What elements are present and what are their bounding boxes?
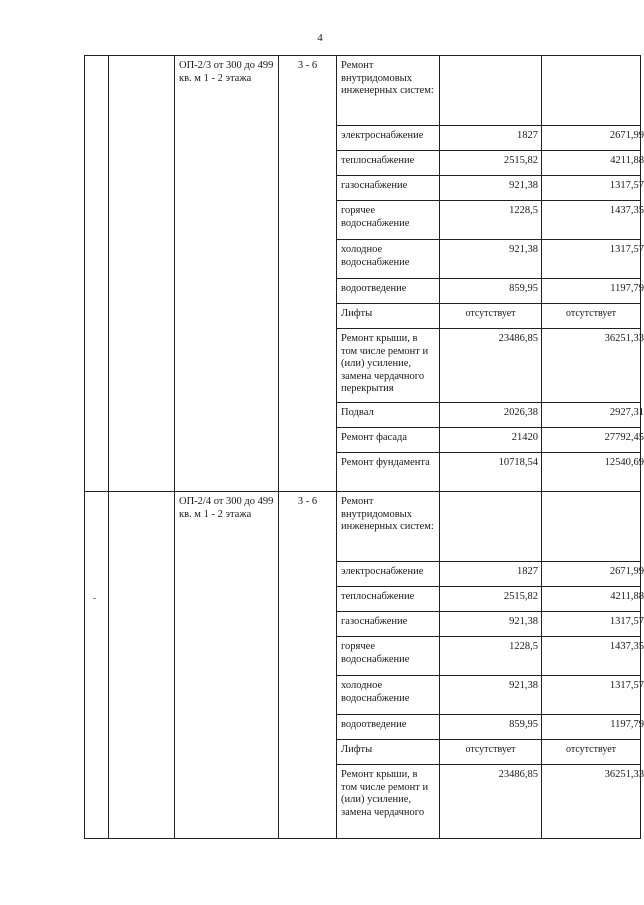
work-type-label: Ремонт фасада	[337, 428, 440, 453]
section-label: Ремонт внутридомовых инженерных систем:	[337, 56, 440, 126]
value-1: 23486,85	[440, 765, 542, 839]
value-1: 21420	[440, 428, 542, 453]
group-range: 3 - 6	[279, 492, 337, 839]
value-2: 1437,35	[609, 641, 644, 652]
work-type-label: горячее водоснабжение	[337, 201, 440, 240]
value-1: 921,38	[440, 176, 542, 201]
value-cell-empty	[542, 56, 641, 126]
group-name: ОП-2/3 от 300 до 499 кв. м 1 - 2 этажа	[175, 56, 279, 492]
cost-table	[84, 55, 644, 839]
value-1: 859,95	[440, 715, 542, 740]
value-2: 2927,31	[609, 407, 644, 418]
value-2-cell	[542, 740, 641, 765]
section-label: Ремонт внутридомовых инженерных систем:	[337, 492, 440, 562]
value-2: 1197,79	[610, 283, 644, 294]
scan-mark	[93, 598, 96, 599]
value-1: 10718,54	[440, 453, 542, 492]
work-type-label: Подвал	[337, 403, 440, 428]
work-type-label: Лифты	[337, 304, 440, 329]
value-2: 1317,57	[609, 180, 644, 191]
value-2-cell	[542, 428, 644, 453]
group-name: ОП-2/4 от 300 до 499 кв. м 1 - 2 этажа	[175, 492, 279, 839]
value-1: отсутствует	[440, 740, 542, 765]
group-header-row	[85, 56, 641, 126]
value-1: 1228,5	[440, 637, 542, 676]
work-type-label: водоотведение	[337, 279, 440, 304]
value-1: 1827	[440, 562, 542, 587]
work-type-label: электроснабжение	[337, 126, 440, 151]
value-1: 1228,5	[440, 201, 542, 240]
page-number: 4	[317, 32, 323, 44]
value-1: 859,95	[440, 279, 542, 304]
value-1: отсутствует	[440, 304, 542, 329]
value-2: 2671,99	[609, 566, 644, 577]
work-type-label: электроснабжение	[337, 562, 440, 587]
work-type-label: холодное водоснабжение	[337, 676, 440, 715]
value-2-cell	[542, 587, 644, 612]
group-header-row	[85, 492, 641, 562]
value-2: отсутствует	[565, 308, 617, 319]
value-2-cell	[542, 562, 644, 587]
work-type-label: холодное водоснабжение	[337, 240, 440, 279]
blank-cell	[109, 492, 175, 839]
value-2: 1317,57	[609, 680, 644, 691]
work-type-label: теплоснабжение	[337, 587, 440, 612]
work-type-label: Ремонт крыши, в том числе ремонт и (или) усиление, замена чердачного перекрытия	[337, 329, 440, 403]
value-2: 12540,69	[604, 457, 644, 468]
value-1: 2515,82	[440, 151, 542, 176]
value-2-cell	[542, 304, 641, 329]
value-cell-empty	[440, 492, 542, 562]
value-2-cell	[542, 453, 644, 492]
value-1: 921,38	[440, 676, 542, 715]
value-2-cell	[542, 612, 644, 637]
value-2: 4211,88	[610, 591, 644, 602]
work-type-label: Ремонт крыши, в том числе ремонт и (или) усиление, замена чердачного	[337, 765, 440, 839]
value-2: 1437,35	[609, 205, 644, 216]
value-cell-empty	[542, 492, 641, 562]
value-2: 4211,88	[610, 155, 644, 166]
group-range: 3 - 6	[279, 56, 337, 492]
value-2-cell	[542, 151, 644, 176]
row-number-cell	[85, 56, 109, 492]
value-1: 1827	[440, 126, 542, 151]
value-2-cell	[542, 176, 644, 201]
value-2: 36251,33	[604, 333, 644, 344]
value-2-cell	[542, 240, 644, 279]
value-1: 921,38	[440, 612, 542, 637]
value-2: отсутствует	[565, 744, 617, 755]
value-2-cell	[542, 126, 644, 151]
value-2-cell	[542, 403, 644, 428]
row-number-cell	[85, 492, 109, 839]
value-1: 2515,82	[440, 587, 542, 612]
value-2-cell	[542, 715, 644, 740]
value-2: 1197,79	[610, 719, 644, 730]
work-type-label: Лифты	[337, 740, 440, 765]
value-2: 36251,33	[604, 769, 644, 780]
work-type-label: водоотведение	[337, 715, 440, 740]
value-cell-empty	[440, 56, 542, 126]
value-2: 2671,99	[609, 130, 644, 141]
value-2-cell	[542, 637, 644, 676]
value-1: 2026,38	[440, 403, 542, 428]
value-1: 23486,85	[440, 329, 542, 403]
table-body	[85, 56, 644, 839]
value-2: 1317,57	[609, 616, 644, 627]
value-2-cell	[542, 676, 644, 715]
work-type-label: горячее водоснабжение	[337, 637, 440, 676]
value-1: 921,38	[440, 240, 542, 279]
blank-cell	[109, 56, 175, 492]
work-type-label: Ремонт фундамента	[337, 453, 440, 492]
work-type-label: газоснабжение	[337, 176, 440, 201]
value-2: 1317,57	[609, 244, 644, 255]
value-2-cell	[542, 201, 644, 240]
work-type-label: газоснабжение	[337, 612, 440, 637]
value-2-cell	[542, 279, 644, 304]
value-2-cell	[542, 329, 644, 403]
value-2: 27792,45	[604, 432, 644, 443]
work-type-label: теплоснабжение	[337, 151, 440, 176]
value-2-cell	[542, 765, 644, 839]
